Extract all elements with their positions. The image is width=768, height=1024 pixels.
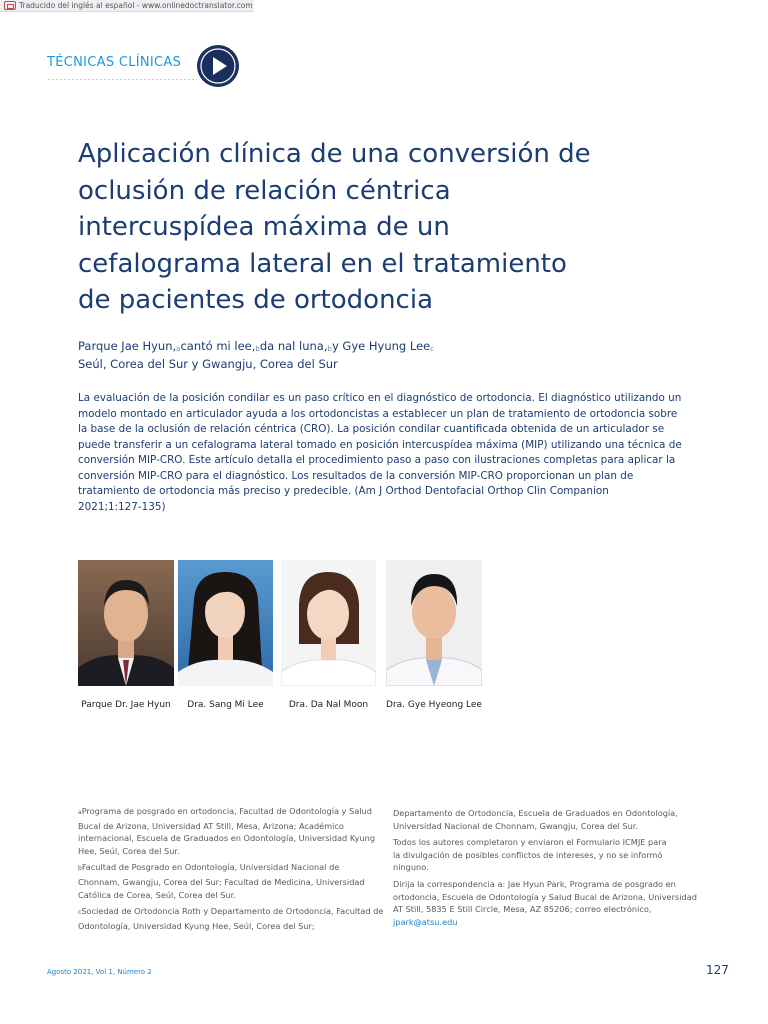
photo-caption: Parque Dr. Jae Hyun [81,700,171,710]
affiliation-line: Odontología, Universidad Kyung Hee, Seúl, Corea del Sur; [78,920,315,931]
translator-logo-icon [4,1,16,10]
author-photo [386,560,482,686]
disclosure-line: la divulgación de posibles conflictos de intereses, y no se informó [393,849,663,860]
article-title [78,136,638,319]
photo-caption: Dra. Gye Hyeong Lee [386,700,482,710]
disclosure-line: Todos los autores completaron y enviaron el Formulario ICMJE para [393,837,667,848]
affiliation-marker: c [78,909,82,917]
play-triangle-icon [197,45,239,87]
affiliation-line: Sociedad de Ortodoncia Roth y Departamento de Ortodoncia, Facultad de [81,906,384,917]
author-name: cantó mi lee, [180,339,256,353]
play-icon [197,45,239,87]
disclosure-line: ninguno. [393,862,429,873]
abstract-line: conversión MIP-CRO para el diagnóstico. Los resultados de la conversión MIP-CRO proporcionan un plan de [78,469,634,482]
affiliation-line: Hee, Seúl, Corea del Sur. [78,845,180,856]
affiliation-marker: c [430,345,435,353]
author-list [78,339,434,353]
affiliations-left [78,805,383,936]
photo-caption: Dra. Da Nal Moon [288,700,369,710]
affiliations-right [393,807,703,932]
photo-caption: Dra. Sang Mi Lee [187,700,264,710]
affiliation-line: Facultad de Posgrado en Odontología, Universidad Nacional de [81,862,340,873]
abstract-line: tratamiento de ortodoncia más preciso y predecible. (Am J Orthod Dentofacial Orthop Clin Companion [78,485,609,497]
author-location: Seúl, Corea del Sur y Gwangju, Corea del Sur [78,357,338,371]
section-divider [47,78,197,81]
author-name: da nal luna, [259,339,328,353]
affiliation-marker: b [327,345,332,353]
affiliation-marker: a [176,345,181,353]
abstract [78,391,690,515]
abstract-line: la base de la oclusión de relación céntrica (CRO). La posición condilar cuantificada obtenida de un articulador se [78,423,665,435]
affiliation-marker: a [78,809,82,816]
title-line: intercuspídea máxima de un [78,212,450,242]
affiliation-line: Programa de posgrado en ortodoncia, Facultad de Odontología y Salud [81,806,372,816]
disclosure-note [393,836,703,874]
author-photo [178,560,273,686]
abstract-line: puede transferir a un cefalograma lateral tomado en posición intercuspídea máxima (MIP) utilizando una técnica de [78,438,682,451]
affiliation-a [78,805,383,857]
section-label: TÉCNICAS CLÍNICAS [47,55,182,70]
affiliation-line: Chonnam, Gwangju, Corea del Sur; Facultad de Medicina, Universidad [78,876,365,887]
correspondence-line: ortodoncia, Escuela de Odontología y Salud Bucal de Arizona, Universidad [393,891,697,902]
abstract-line: conversión MIP-CRO. Este artículo detalla el procedimiento paso a paso con ilustraciones completas para aplicar la [78,454,676,466]
translator-banner-text: Traducido del inglés al español - www.onlinedoctranslator.com [19,0,253,10]
title-line: cefalograma lateral en el tratamiento [78,248,567,279]
affiliation-line: Universidad Nacional de Chonnam, Gwangju, Corea del Sur. [393,820,638,831]
issue-info: Agosto 2021, Vol 1, Número 2 [47,968,152,976]
affiliation-marker: b [78,865,82,873]
translator-banner[interactable] [0,0,254,12]
abstract-line: La evaluación de la posición condilar es un paso crítico en el diagnóstico de ortodoncia. El diagnóstico utilizando un [78,392,682,404]
author-name: Parque Jae Hyun, [78,339,177,353]
correspondence-line: Dirija la correspondencia a: Jae Hyun Park, Programa de posgrado en [393,878,676,889]
correspondence-note [393,878,703,928]
title-line: Aplicación clínica de una conversión de [78,139,591,169]
author-photo [281,560,376,686]
affiliation-c [78,905,383,932]
affiliation-line: internacional, Escuela de Graduados en Odontología, Universidad Kyung [78,833,376,844]
correspondence-line: AT Still, 5835 E Still Circle, Mesa, AZ 85206; correo electrónico, [393,904,652,915]
affiliation-b [78,861,383,901]
affiliation-marker: b [255,345,260,353]
email-link[interactable]: jpark@atsu.edu [393,916,458,927]
abstract-line: modelo montado en articulador ayuda a los ortodoncistas a establecer un plan de tratamiento de ortodoncia sobre [78,407,678,420]
affiliation-line: Departamento de Ortodoncia, Escuela de Graduados en Odontología, [393,808,678,818]
page-number: 127 [706,963,729,977]
author-name: y Gye Hyung Lee [331,339,431,353]
affiliation-line: Bucal de Arizona, Universidad AT Still, Mesa, Arizona; Académico [78,820,344,831]
affiliation-line: Católica de Corea, Seúl, Corea del Sur. [78,889,236,900]
department-note [393,807,703,832]
title-line: oclusión de relación céntrica [78,175,451,206]
title-line: de pacientes de ortodoncia [78,285,433,315]
author-photo [78,560,174,686]
abstract-line: 2021;1:127-135) [78,500,166,513]
